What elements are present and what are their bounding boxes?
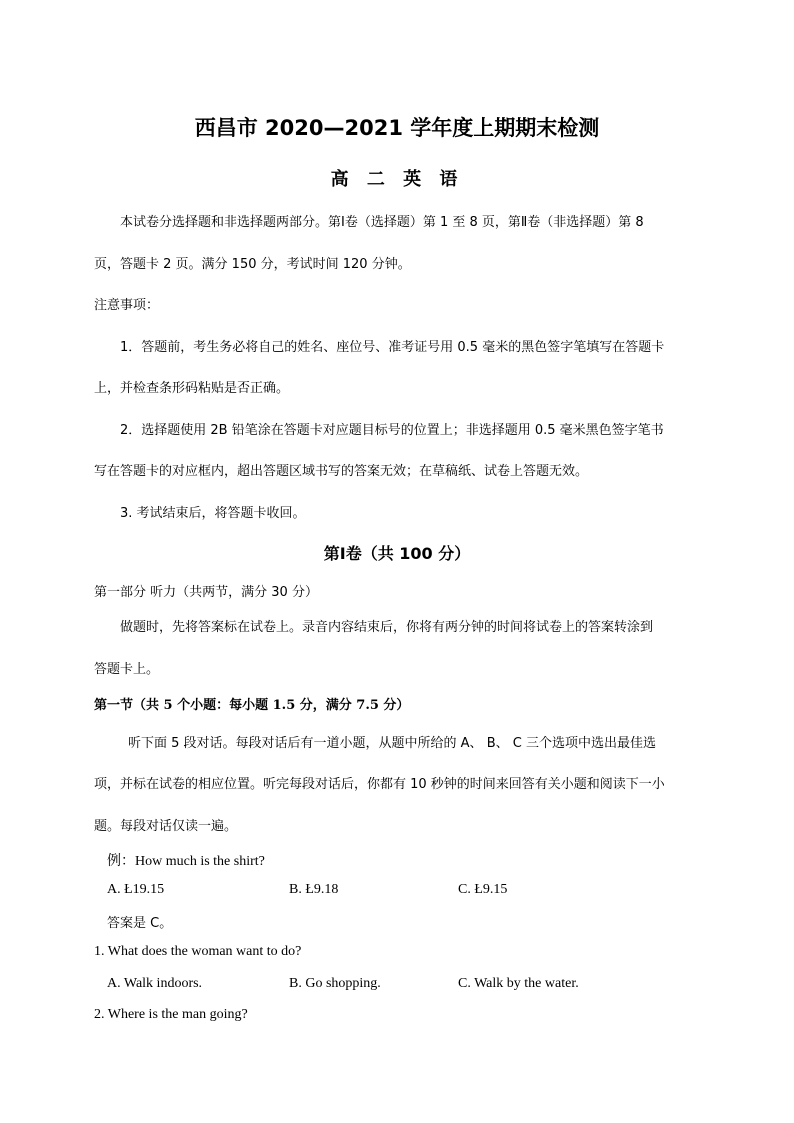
example-answer: 答案是 C。 [107, 916, 173, 931]
intro-line-1: 本试卷分选择题和非选择题两部分。第Ⅰ卷（选择题）第 1 至 8 页，第Ⅱ卷（非选择题）第 8 [120, 215, 644, 230]
question-1-option-a: A. Walk indoors. [107, 976, 203, 991]
section-1-instruction-line-3: 题。每段对话仅读一遍。 [94, 819, 238, 834]
notice-heading: 注意事项： [94, 298, 160, 313]
question-2-stem: 2. Where is the man going? [94, 1007, 248, 1022]
example-option-c: C. Ł9.15 [458, 882, 508, 897]
question-1-option-b: B. Go shopping. [289, 976, 381, 991]
example-question: 例：How much is the shirt? [107, 854, 265, 869]
page-title: 西昌市 2020—2021 学年度上期期末检测 [194, 116, 600, 140]
listening-instruction-line-2: 答题卡上。 [94, 662, 160, 677]
listening-instruction-line-1: 做题时，先将答案标在试卷上。录音内容结束后，你将有两分钟的时间将试卷上的答案转涂到 [120, 620, 654, 635]
intro-line-2: 页，答题卡 2 页。满分 150 分，考试时间 120 分钟。 [94, 257, 411, 272]
section-1-instruction-line-1: 听下面 5 段对话。每段对话后有一道小题，从题中所给的 A、 B、 C 三个选项中选出最佳选 [128, 736, 656, 751]
listening-section-heading: 第一部分 听力（共两节，满分 30 分） [94, 585, 318, 600]
part-1-heading: 第Ⅰ卷（共 100 分） [323, 544, 471, 563]
question-1-option-c: C. Walk by the water. [458, 976, 579, 991]
notice-item-1-line-2: 上，并检查条形码粘贴是否正确。 [94, 381, 290, 396]
question-1-stem: 1. What does the woman want to do? [94, 944, 302, 959]
section-1-instruction-line-2: 项，并标在试卷的相应位置。听完每段对话后，你都有 10 秒钟的时间来回答有关小题和阅读下一小 [94, 777, 665, 792]
example-option-b: B. Ł9.18 [289, 882, 339, 897]
notice-item-2-line-1: 2．选择题使用 2B 铅笔涂在答题卡对应题目标号的位置上；非选择题用 0.5 毫米黑色签字笔书 [120, 423, 664, 438]
page-subtitle: 高 二 英 语 [330, 169, 464, 190]
notice-item-2-line-2: 写在答题卡的对应框内，超出答题区域书写的答案无效；在草稿纸、试卷上答题无效。 [94, 464, 589, 479]
notice-item-1-line-1: 1．答题前，考生务必将自己的姓名、座位号、准考证号用 0.5 毫米的黑色签字笔填写在答题卡 [120, 340, 665, 355]
section-1-heading: 第一节（共 5 个小题：每小题 1.5 分，满分 7.5 分） [94, 698, 410, 713]
notice-item-3: 3. 考试结束后，将答题卡收回。 [120, 506, 306, 521]
example-option-a: A. Ł19.15 [107, 882, 165, 897]
